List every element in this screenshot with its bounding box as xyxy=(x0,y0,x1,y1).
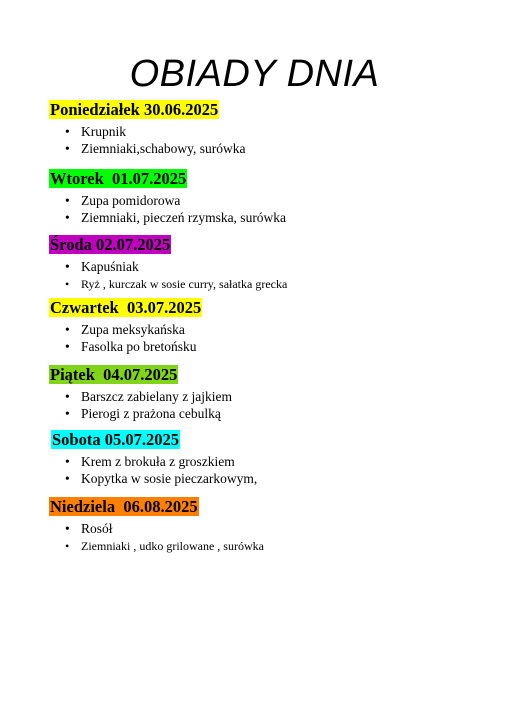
dish-list xyxy=(51,454,257,487)
dish-name: Krem z brokuła z groszkiem xyxy=(81,454,235,469)
dish-item xyxy=(65,259,287,276)
day-heading: Sobota 05.07.2025 xyxy=(52,430,179,449)
dish-item xyxy=(65,339,202,356)
day-heading: Czwartek 03.07.2025 xyxy=(50,298,202,317)
dish-list xyxy=(49,521,264,554)
dish-item xyxy=(65,124,245,141)
dish-list xyxy=(49,193,286,226)
day-saturday xyxy=(51,430,257,487)
dish-name: Kapuśniak xyxy=(81,259,139,274)
dish-name: Rosół xyxy=(81,521,113,536)
dish-item xyxy=(65,193,286,210)
dish-list xyxy=(49,124,245,157)
bullet-icon: • xyxy=(65,276,70,291)
dish-item xyxy=(65,210,286,227)
bullet-icon: • xyxy=(65,259,70,274)
dish-list xyxy=(49,259,287,292)
day-thursday xyxy=(49,298,202,355)
day-heading: Środa 02.07.2025 xyxy=(50,235,171,254)
day-heading: Poniedziałek 30.06.2025 xyxy=(50,100,219,119)
bullet-icon: • xyxy=(65,193,70,208)
dish-name: Krupnik xyxy=(81,124,126,139)
bullet-icon: • xyxy=(65,521,70,536)
dish-item xyxy=(65,454,257,471)
bullet-icon: • xyxy=(65,389,70,404)
bullet-icon: • xyxy=(65,470,70,486)
dish-name: Ziemniaki,schabowy, surówka xyxy=(81,140,246,156)
dish-item xyxy=(65,276,287,293)
dish-item xyxy=(65,406,232,423)
dish-name: Ziemniaki, pieczeń rzymska, surówka xyxy=(81,209,287,225)
dish-item xyxy=(65,471,257,488)
dish-name: Barszcz zabielany z jajkiem xyxy=(81,389,233,404)
day-wednesday xyxy=(49,235,287,292)
bullet-icon: • xyxy=(65,209,70,225)
day-heading: Niedziela 06.08.2025 xyxy=(50,497,198,516)
dish-item xyxy=(65,538,264,555)
dish-name: Fasolka po bretońsku xyxy=(81,338,197,354)
bullet-icon: • xyxy=(65,322,70,337)
dish-item xyxy=(65,322,202,339)
dish-item xyxy=(65,141,245,158)
bullet-icon: • xyxy=(65,405,70,421)
dish-list xyxy=(49,322,202,355)
bullet-icon: • xyxy=(65,338,70,354)
bullet-icon: • xyxy=(65,538,70,553)
day-monday xyxy=(49,100,245,157)
bullet-icon: • xyxy=(65,454,70,469)
dish-list xyxy=(49,389,232,422)
bullet-icon: • xyxy=(65,140,70,156)
day-heading: Wtorek 01.07.2025 xyxy=(50,169,187,188)
dish-name: Ziemniaki , udko grilowane , surówka xyxy=(81,538,264,553)
day-heading: Piątek 04.07.2025 xyxy=(50,365,178,384)
dish-item xyxy=(65,389,232,406)
day-sunday xyxy=(49,497,264,554)
day-tuesday xyxy=(49,169,286,226)
bullet-icon: • xyxy=(65,124,70,139)
dish-name: Zupa meksykańska xyxy=(81,322,185,337)
dish-name: Ryż , kurczak w sosie curry, sałatka grecka xyxy=(81,276,288,291)
dish-name: Kopytka w sosie pieczarkowym, xyxy=(81,470,258,486)
dish-item xyxy=(65,521,264,538)
dish-name: Zupa pomidorowa xyxy=(81,193,181,208)
dish-name: Pierogi z prażona cebulką xyxy=(81,405,221,421)
page-title: OBIADY DNIA xyxy=(129,53,380,95)
day-friday xyxy=(49,365,232,422)
